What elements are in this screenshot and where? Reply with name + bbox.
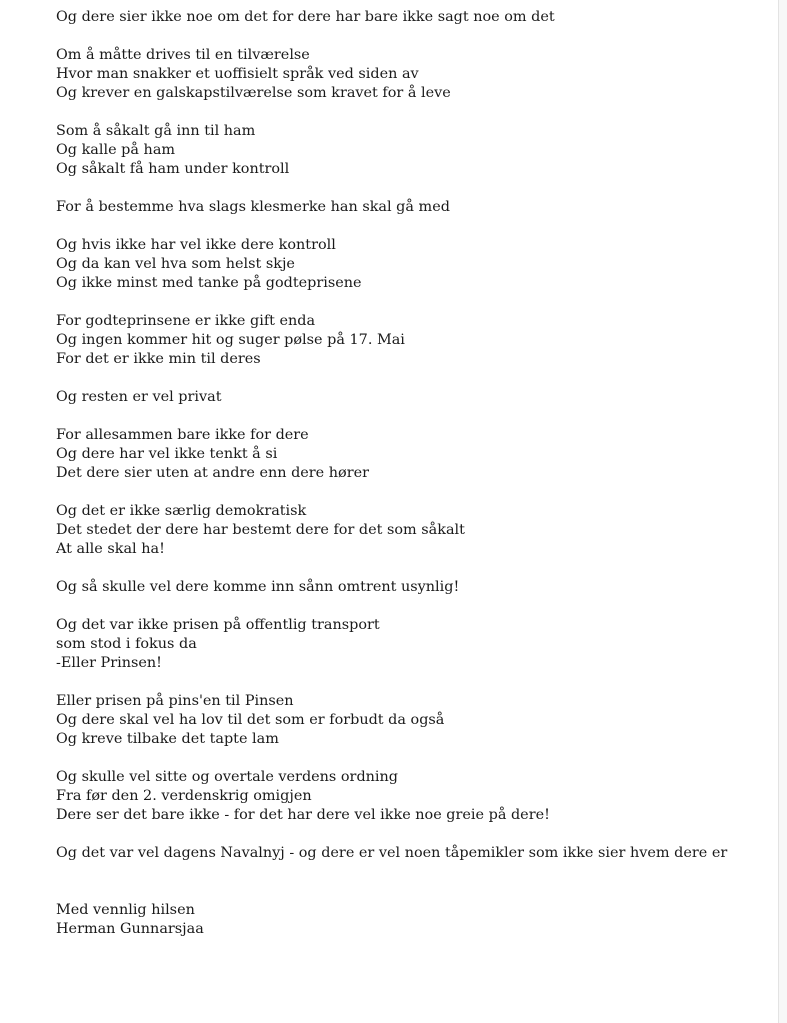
- text-line: Og såkalt få ham under kontroll: [56, 161, 290, 177]
- signature-name: Herman Gunnarsjaa: [56, 921, 204, 937]
- text-line: Og kreve tilbake det tapte lam: [56, 731, 279, 747]
- text-line: Og så skulle vel dere komme inn sånn omtrent usynlig!: [56, 579, 460, 595]
- text-line: -Eller Prinsen!: [56, 655, 162, 671]
- text-line: Og dere skal vel ha lov til det som er forbudt da også: [56, 712, 445, 728]
- text-line: For det er ikke min til deres: [56, 351, 261, 367]
- stanza: [56, 46, 756, 103]
- stanza: [56, 236, 756, 293]
- text-line: Og hvis ikke har vel ikke dere kontroll: [56, 237, 336, 253]
- text-line: Og krever en galskapstilværelse som kravet for å leve: [56, 85, 451, 101]
- text-line: Og ingen kommer hit og suger pølse på 17. Mai: [56, 332, 405, 348]
- stanza: [56, 578, 756, 597]
- stanza: [56, 692, 756, 749]
- text-line: Det dere sier uten at andre enn dere hører: [56, 465, 369, 481]
- poem-stanzas: [56, 8, 756, 863]
- text-line: Og det er ikke særlig demokratisk: [56, 503, 307, 519]
- text-line: Og det var vel dagens Navalnyj - og dere er vel noen tåpemikler som ikke sier hvem dere er: [56, 845, 728, 861]
- text-line: Og dere sier ikke noe om det for dere har bare ikke sagt noe om det: [56, 9, 555, 25]
- stanza: [56, 312, 756, 369]
- text-line: Eller prisen på pins'en til Pinsen: [56, 693, 294, 709]
- text-line: Og det var ikke prisen på offentlig transport: [56, 617, 380, 633]
- stanza: [56, 768, 756, 825]
- text-line: Og skulle vel sitte og overtale verdens ordning: [56, 769, 399, 785]
- text-line: Og ikke minst med tanke på godteprisene: [56, 275, 362, 291]
- text-line: Fra før den 2. verdenskrig omigjen: [56, 788, 312, 804]
- stanza: [56, 426, 756, 483]
- stanza: [56, 502, 756, 559]
- document-body: [56, 8, 756, 958]
- text-line: Og kalle på ham: [56, 142, 176, 158]
- stanza: [56, 198, 756, 217]
- signature-block: [56, 901, 756, 939]
- stanza: [56, 388, 756, 407]
- text-line: Som å såkalt gå inn til ham: [56, 123, 256, 139]
- text-line: Om å måtte drives til en tilværelse: [56, 47, 310, 63]
- text-line: For å bestemme hva slags klesmerke han skal gå med: [56, 199, 450, 215]
- text-line: Det stedet der dere har bestemt dere for det som såkalt: [56, 522, 465, 538]
- text-line: Og resten er vel privat: [56, 389, 222, 405]
- stanza: [56, 616, 756, 673]
- stanza: [56, 8, 756, 27]
- text-line: Og da kan vel hva som helst skje: [56, 256, 295, 272]
- signature-closing: Med vennlig hilsen: [56, 902, 195, 918]
- text-line: Og dere har vel ikke tenkt å si: [56, 446, 278, 462]
- scrollbar-track[interactable]: [778, 0, 787, 1023]
- text-line: At alle skal ha!: [56, 541, 165, 557]
- stanza: [56, 844, 756, 863]
- text-line: For allesammen bare ikke for dere: [56, 427, 309, 443]
- text-line: Hvor man snakker et uoffisielt språk ved siden av: [56, 66, 419, 82]
- text-line: For godteprinsene er ikke gift enda: [56, 313, 316, 329]
- text-line: som stod i fokus da: [56, 636, 197, 652]
- stanza: [56, 122, 756, 179]
- text-line: Dere ser det bare ikke - for det har dere vel ikke noe greie på dere!: [56, 807, 550, 823]
